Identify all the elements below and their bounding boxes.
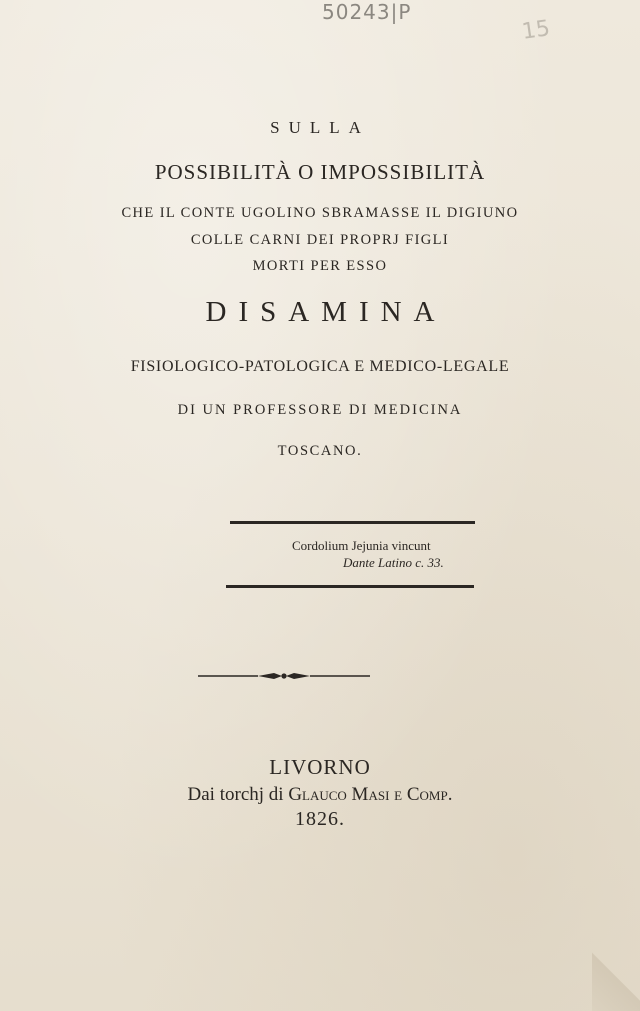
epigraph-top-rule (230, 521, 475, 524)
title-line-colle-carni: COLLE CARNI DEI PROPRJ FIGLI (190, 232, 450, 248)
imprint-city: LIVORNO (269, 755, 371, 779)
title-line-morti: MORTI PER ESSO (252, 258, 388, 274)
imprint-printer-prefix: Dai torchj di (187, 784, 284, 805)
epigraph-quote: Cordolium Jejunia vincunt (292, 538, 431, 553)
ornament-divider-icon (198, 667, 370, 685)
epigraph-bottom-rule (226, 585, 474, 588)
imprint-printer (0, 784, 640, 806)
handwritten-corner-mark: 15 (520, 16, 552, 45)
imprint-year: 1826. (295, 808, 345, 830)
imprint-printer-name: Glauco Masi e Comp. (288, 784, 453, 805)
subtitle-toscano: TOSCANO. (277, 443, 363, 459)
page-corner-fold (592, 941, 640, 1011)
subtitle-fisiologico: FISIOLOGICO-PATOLOGICA E MEDICO-LEGALE (130, 358, 510, 375)
title-line-possibilita: POSSIBILITÀ O IMPOSSIBILITÀ (154, 160, 486, 184)
handwritten-catalog-number: 50243|P (322, 0, 412, 24)
epigraph-source: Dante Latino c. 33. (343, 555, 444, 570)
main-title-disamina: DISAMINA (205, 296, 447, 328)
subtitle-professore: DI UN PROFESSORE DI MEDICINA (177, 402, 463, 418)
title-line-sulla: SULLA (270, 118, 370, 137)
title-line-conte-ugolino: CHE IL CONTE UGOLINO SBRAMASSE IL DIGIUNO (121, 205, 519, 221)
